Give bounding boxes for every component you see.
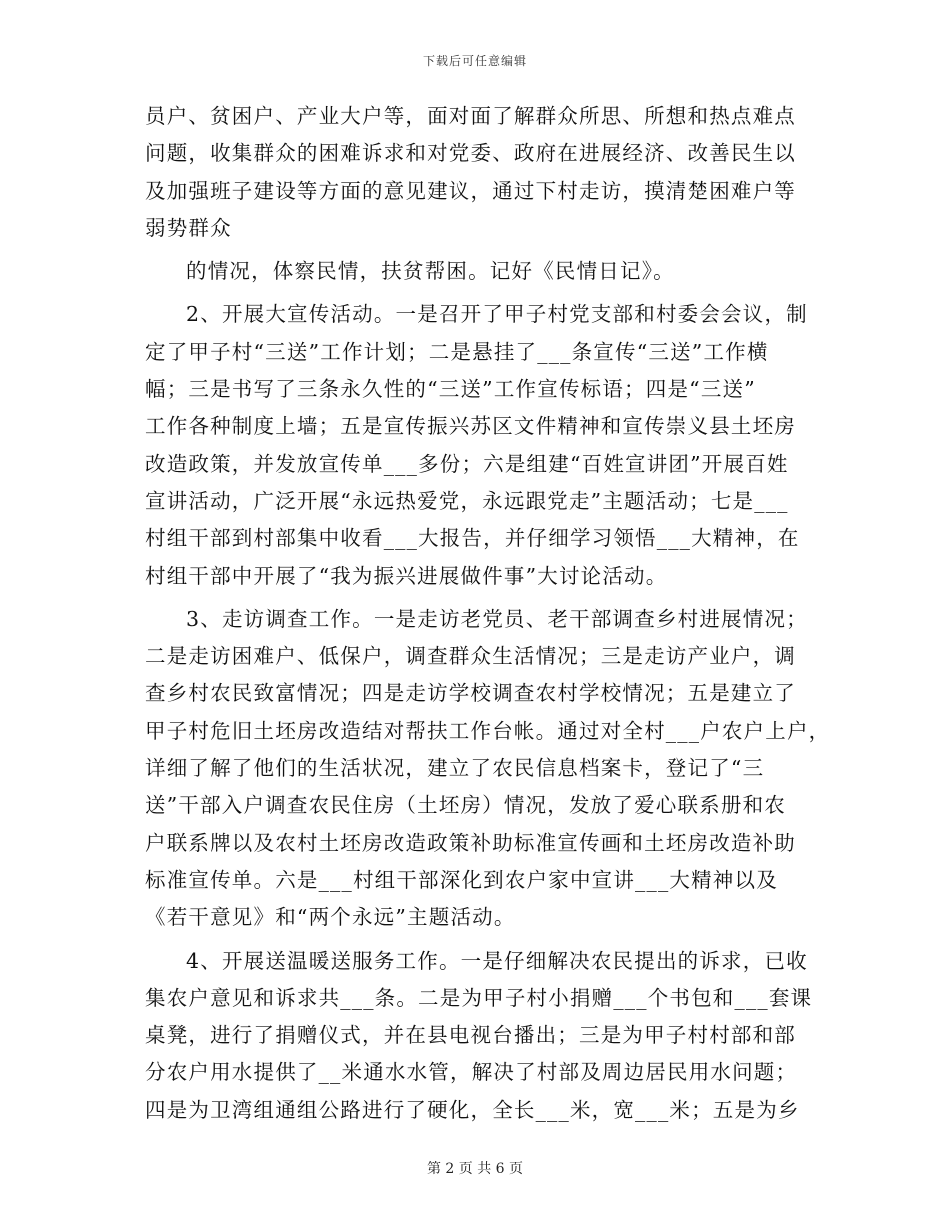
text-line: 查乡村农民致富情况；四是走访学校调查农村学校情况；五是建立了 [145, 681, 796, 706]
page-header: 下载后可任意编辑 [422, 54, 527, 68]
text-line: 弱势群众 [145, 215, 232, 240]
text-line: 工作各种制度上墙；五是宣传振兴苏区文件精神和宣传崇义县土坯房 [145, 414, 796, 439]
text-line: 村组干部中开展了“我为振兴进展做件事”大讨论活动。 [145, 563, 668, 588]
text-line: 定了甲子村“三送”工作计划；二是悬挂了___条宣传“三送”工作横 [145, 339, 769, 364]
text-line: 问题，收集群众的困难诉求和对党委、政府在进展经济、改善民生以 [145, 141, 796, 166]
text-line: 甲子村危旧土坯房改造结对帮扶工作台帐。通过对全村___户农户上户， [145, 718, 831, 743]
paragraph-4-start: 4、开展送温暖送服务工作。一是仔细解决农民提出的诉求，已收 [186, 948, 808, 973]
text-line: 四是为卫湾组通组公路进行了硬化，全长___米，宽___米；五是为乡 [145, 1097, 800, 1122]
text-line: 详细了解了他们的生活状况，建立了农民信息档案卡，登记了“三 [145, 756, 765, 781]
document-body [145, 98, 831, 1129]
text-line: 及加强班子建设等方面的意见建议，通过下村走访，摸清楚困难户等 [145, 178, 796, 203]
text-line: 幅；三是书写了三条永久性的“三送”工作宣传标语；四是“三送” [145, 377, 756, 402]
text-line: 改造政策，并发放宣传单___多份；六是组建“百姓宣讲团”开展百姓 [145, 451, 789, 476]
text-line: 送”干部入户调查农民住房（土坯房）情况，发放了爱心联系册和农 [145, 793, 786, 818]
text-line: 集农户意见和诉求共___条。二是为甲子村小捐赠___个书包和___套课 [145, 985, 813, 1010]
text-line: 员户、贫困户、产业大户等，面对面了解群众所思、所想和热点难点 [145, 104, 796, 128]
text-line: 《若干意见》和“两个永远”主题活动。 [145, 905, 516, 930]
text-line: 分农户用水提供了__米通水水管，解决了村部及周边居民用水问题； [145, 1060, 798, 1085]
text-line: 村组干部到村部集中收看___大报告，并仔细学习领悟___大精神，在 [145, 526, 800, 551]
text-line: 的情况，体察民情，扶贫帮困。记好《民情日记》。 [186, 259, 675, 284]
text-line: 户联系牌以及农村土坯房改造政策补助标准宣传画和土坯房改造补助 [145, 830, 796, 855]
page-footer: 第 2 页 共 6 页 [426, 1161, 524, 1177]
paragraph-3-start: 3、走访调查工作。一是走访老党员、老干部调查乡村进展情况； [186, 606, 808, 631]
text-line: 宣讲活动，广泛开展“永远热爱党，永远跟党走”主题活动；七是___ [145, 488, 789, 513]
text-line: 标准宣传单。六是___村组干部深化到农户家中宣讲___大精神以及 [145, 867, 778, 892]
text-line: 桌凳，进行了捐赠仪式，并在县电视台播出；三是为甲子村村部和部 [145, 1023, 796, 1048]
paragraph-2-start: 2、开展大宣传活动。一是召开了甲子村党支部和村委会会议，制 [186, 302, 808, 327]
text-line: 二是走访困难户、低保户，调查群众生活情况；三是走访产业户，调 [145, 644, 796, 669]
